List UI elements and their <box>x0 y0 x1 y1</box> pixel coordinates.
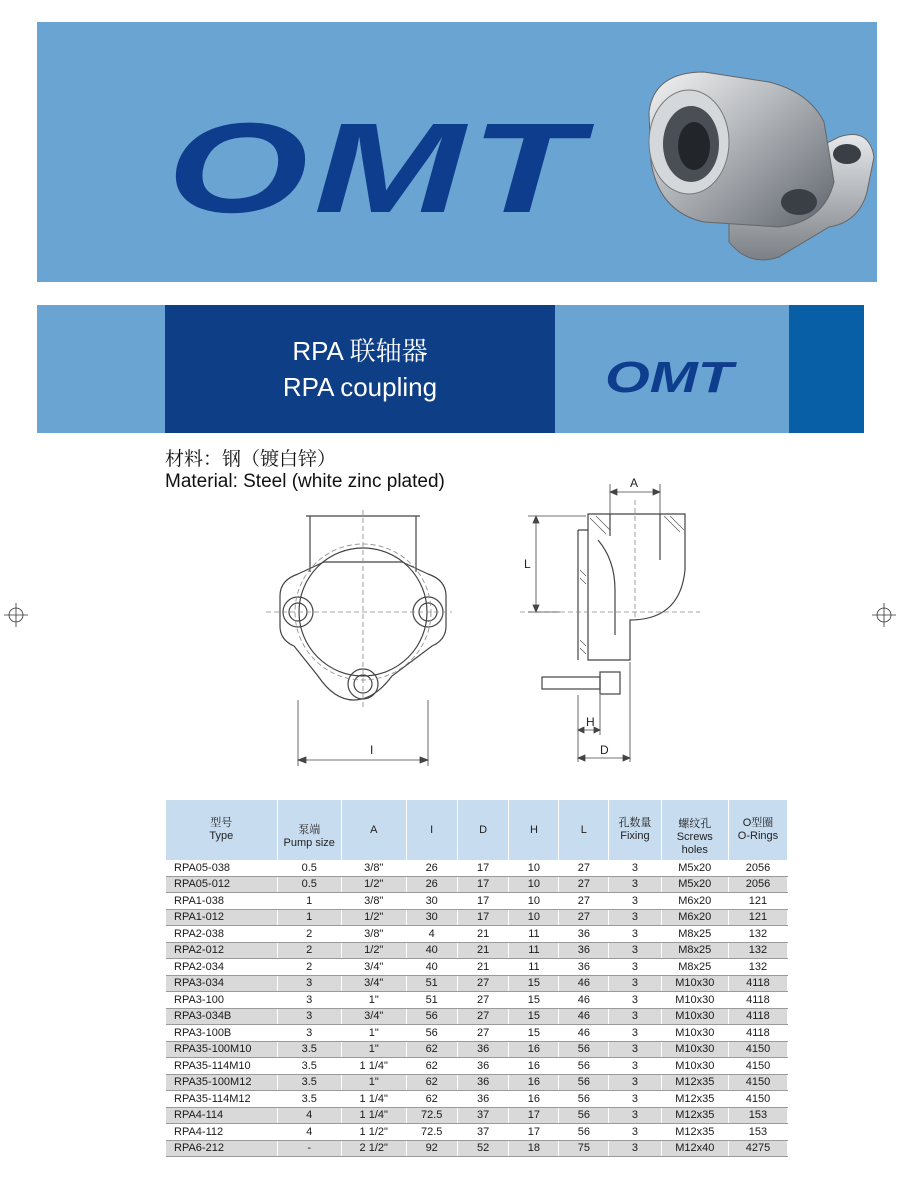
table-cell: 3 <box>277 1008 341 1025</box>
table-cell: 1" <box>341 1074 406 1091</box>
table-cell: 4150 <box>728 1074 787 1091</box>
table-cell: 4118 <box>728 1008 787 1025</box>
omt-logo <box>167 112 607 222</box>
table-cell: 26 <box>406 860 457 876</box>
table-cell: 51 <box>406 975 457 992</box>
column-header <box>609 800 661 860</box>
table-cell: 37 <box>457 1107 509 1124</box>
table-cell: 27 <box>559 876 609 893</box>
front-view-drawing <box>262 500 452 775</box>
table-cell: 3/8" <box>341 893 406 910</box>
table-cell: 36 <box>559 926 609 943</box>
table-row <box>166 1140 788 1157</box>
table-cell: 36 <box>559 959 609 976</box>
table-cell: 132 <box>728 942 787 959</box>
table-cell: 2 1/2" <box>341 1140 406 1157</box>
table-cell: RPA3-034B <box>166 1008 277 1025</box>
table-cell: 0.5 <box>277 860 341 876</box>
product-title <box>165 305 555 433</box>
column-header-cn: 泵端 <box>298 824 321 836</box>
table-cell: 62 <box>406 1058 457 1075</box>
table-row <box>166 975 788 992</box>
table-row <box>166 860 788 876</box>
table-cell: 4150 <box>728 1058 787 1075</box>
title-cn: RPA 联轴器 <box>292 336 428 366</box>
table-cell: 4118 <box>728 975 787 992</box>
table-cell: 56 <box>559 1107 609 1124</box>
column-header <box>661 800 728 860</box>
table-cell: 3.5 <box>277 1058 341 1075</box>
table-cell: 26 <box>406 876 457 893</box>
table-cell: 27 <box>559 893 609 910</box>
table-cell: 3 <box>609 860 661 876</box>
table-cell: 10 <box>509 909 559 926</box>
table-cell: M12x35 <box>661 1091 728 1108</box>
table-cell: M12x35 <box>661 1107 728 1124</box>
table-cell: 72.5 <box>406 1107 457 1124</box>
table-cell: 21 <box>457 926 509 943</box>
table-cell: RPA1-038 <box>166 893 277 910</box>
column-header <box>509 800 559 860</box>
table-cell: 17 <box>509 1107 559 1124</box>
table-cell: 1" <box>341 1041 406 1058</box>
table-cell: 56 <box>559 1091 609 1108</box>
table-cell: 56 <box>406 1025 457 1042</box>
table-cell: 21 <box>457 942 509 959</box>
table-cell: RPA05-038 <box>166 860 277 876</box>
table-cell: 46 <box>559 1025 609 1042</box>
column-header <box>406 800 457 860</box>
table-cell: 3 <box>277 975 341 992</box>
table-cell: 3 <box>609 893 661 910</box>
table-cell: 27 <box>457 1008 509 1025</box>
column-header-en: Screws holes <box>676 830 713 856</box>
column-header <box>341 800 406 860</box>
table-cell: 40 <box>406 942 457 959</box>
table-cell: 72.5 <box>406 1124 457 1141</box>
column-header <box>166 800 277 860</box>
table-cell: 18 <box>509 1140 559 1157</box>
table-cell: 3/8" <box>341 860 406 876</box>
table-cell: M12x40 <box>661 1140 728 1157</box>
table-cell: 40 <box>406 959 457 976</box>
table-cell: 3 <box>609 992 661 1009</box>
table-cell: 4150 <box>728 1091 787 1108</box>
table-cell: 62 <box>406 1091 457 1108</box>
table-row <box>166 1025 788 1042</box>
table-cell: 92 <box>406 1140 457 1157</box>
column-header-en: L <box>580 823 587 836</box>
top-banner <box>37 22 877 282</box>
table-cell: 11 <box>509 959 559 976</box>
coupling-photo-icon <box>609 42 889 267</box>
table-cell: M10x30 <box>661 1041 728 1058</box>
table-cell: M8x25 <box>661 942 728 959</box>
table-cell: RPA2-038 <box>166 926 277 943</box>
table-cell: 46 <box>559 975 609 992</box>
table-body <box>166 860 788 1157</box>
table-cell: M6x20 <box>661 893 728 910</box>
column-header-en: O-Rings <box>737 830 779 842</box>
table-cell: 56 <box>559 1124 609 1141</box>
table-cell: 4 <box>277 1124 341 1141</box>
table-cell: 3 <box>609 1107 661 1124</box>
table-cell: 36 <box>457 1091 509 1108</box>
column-header-en: Fixing <box>620 830 650 842</box>
table-cell: 17 <box>457 860 509 876</box>
table-cell: 1" <box>341 1025 406 1042</box>
table-cell: 27 <box>457 1025 509 1042</box>
table-cell: 3 <box>609 1008 661 1025</box>
column-header <box>559 800 609 860</box>
table-cell: 17 <box>457 893 509 910</box>
column-header-cn: O型圈 <box>742 817 774 829</box>
table-cell: 56 <box>559 1074 609 1091</box>
column-header <box>457 800 509 860</box>
table-row <box>166 1008 788 1025</box>
table-row <box>166 959 788 976</box>
table-cell: M10x30 <box>661 1008 728 1025</box>
table-cell: 2 <box>277 942 341 959</box>
table-cell: 15 <box>509 975 559 992</box>
table-cell: 4150 <box>728 1041 787 1058</box>
table-cell: 17 <box>457 909 509 926</box>
table-cell: 3 <box>277 1025 341 1042</box>
table-cell: 1 1/4" <box>341 1091 406 1108</box>
table-cell: 153 <box>728 1124 787 1141</box>
table-cell: 21 <box>457 959 509 976</box>
table-cell: 56 <box>406 1008 457 1025</box>
table-row <box>166 992 788 1009</box>
table-cell: 56 <box>559 1058 609 1075</box>
table-cell: 30 <box>406 893 457 910</box>
table-cell: 52 <box>457 1140 509 1157</box>
table-row <box>166 1124 788 1141</box>
table-cell: 3/4" <box>341 975 406 992</box>
column-header-en: D <box>479 823 488 836</box>
table-cell: 3/8" <box>341 926 406 943</box>
spec-table <box>166 800 788 1157</box>
table-row <box>166 1091 788 1108</box>
table-cell: 3 <box>609 1058 661 1075</box>
table-cell: 4118 <box>728 1025 787 1042</box>
table-cell: 36 <box>457 1058 509 1075</box>
title-bar-right-block <box>789 305 864 433</box>
table-cell: 3 <box>609 909 661 926</box>
table-cell: - <box>277 1140 341 1157</box>
table-cell: M10x30 <box>661 975 728 992</box>
table-cell: M10x30 <box>661 992 728 1009</box>
small-logo-text: OMT <box>605 356 738 396</box>
table-cell: RPA1-012 <box>166 909 277 926</box>
table-cell: 3 <box>609 876 661 893</box>
table-cell: 1/2" <box>341 876 406 893</box>
table-cell: 11 <box>509 926 559 943</box>
table-row <box>166 926 788 943</box>
table-cell: 16 <box>509 1091 559 1108</box>
table-cell: M5x20 <box>661 860 728 876</box>
table-cell: 3 <box>609 942 661 959</box>
table-cell: 153 <box>728 1107 787 1124</box>
table-cell: 62 <box>406 1074 457 1091</box>
table-cell: RPA4-114 <box>166 1107 277 1124</box>
table-cell: 15 <box>509 1008 559 1025</box>
table-header-row <box>166 800 788 860</box>
table-cell: RPA35-114M12 <box>166 1091 277 1108</box>
column-header-en: Pump size <box>283 837 335 849</box>
column-header-en: Type <box>209 830 234 842</box>
column-header-cn: 螺纹孔 <box>678 817 712 830</box>
table-cell: 10 <box>509 893 559 910</box>
table-cell: 1/2" <box>341 942 406 959</box>
table-cell: RPA35-114M10 <box>166 1058 277 1075</box>
table-cell: 3 <box>609 1041 661 1058</box>
table-cell: 36 <box>559 942 609 959</box>
table-cell: 3.5 <box>277 1074 341 1091</box>
table-cell: 75 <box>559 1140 609 1157</box>
table-cell: 1" <box>341 992 406 1009</box>
table-row <box>166 876 788 893</box>
table-cell: 46 <box>559 992 609 1009</box>
table-cell: 4 <box>277 1107 341 1124</box>
table-cell: RPA6-212 <box>166 1140 277 1157</box>
column-header <box>728 800 787 860</box>
table-row <box>166 893 788 910</box>
table-cell: 30 <box>406 909 457 926</box>
table-cell: 3 <box>609 975 661 992</box>
table-cell: M8x25 <box>661 926 728 943</box>
table-cell: 27 <box>457 975 509 992</box>
table-cell: 0.5 <box>277 876 341 893</box>
table-cell: 121 <box>728 893 787 910</box>
title-bar-left-block <box>37 305 165 433</box>
table-cell: 11 <box>509 942 559 959</box>
title-en: RPA coupling <box>282 372 438 402</box>
table-cell: M12x35 <box>661 1124 728 1141</box>
table-cell: 3/4" <box>341 1008 406 1025</box>
registration-mark-left-icon <box>4 603 28 627</box>
table-cell: 10 <box>509 876 559 893</box>
table-cell: 4118 <box>728 992 787 1009</box>
table-cell: 121 <box>728 909 787 926</box>
column-header-en: H <box>529 823 538 836</box>
table-cell: 3.5 <box>277 1041 341 1058</box>
column-header-en: I <box>430 823 434 836</box>
table-row <box>166 1041 788 1058</box>
table-cell: M6x20 <box>661 909 728 926</box>
table-cell: RPA05-012 <box>166 876 277 893</box>
table-cell: 3 <box>609 1140 661 1157</box>
column-header-en: A <box>370 823 378 836</box>
table-cell: 3 <box>277 992 341 1009</box>
table-cell: 1 <box>277 893 341 910</box>
dim-A-label: A <box>630 476 639 490</box>
table-cell: 3 <box>609 1074 661 1091</box>
table-cell: 16 <box>509 1041 559 1058</box>
table-cell: 4275 <box>728 1140 787 1157</box>
table-cell: 51 <box>406 992 457 1009</box>
table-cell: 10 <box>509 860 559 876</box>
table-cell: 46 <box>559 1008 609 1025</box>
table-cell: 2056 <box>728 876 787 893</box>
table-cell: M8x25 <box>661 959 728 976</box>
column-header <box>277 800 341 860</box>
material-en: Material: Steel (white zinc plated) <box>165 471 445 492</box>
table-row <box>166 1058 788 1075</box>
table-cell: RPA2-012 <box>166 942 277 959</box>
table-row <box>166 1074 788 1091</box>
table-cell: RPA4-112 <box>166 1124 277 1141</box>
table-cell: 1/2" <box>341 909 406 926</box>
table-cell: 37 <box>457 1124 509 1141</box>
table-cell: 36 <box>457 1041 509 1058</box>
table-cell: RPA3-100B <box>166 1025 277 1042</box>
table-cell: RPA35-100M10 <box>166 1041 277 1058</box>
table-cell: 3/4" <box>341 959 406 976</box>
table-cell: 4 <box>406 926 457 943</box>
table-cell: 3 <box>609 1025 661 1042</box>
table-cell: M10x30 <box>661 1058 728 1075</box>
table-cell: 27 <box>559 909 609 926</box>
table-cell: M12x35 <box>661 1074 728 1091</box>
table-cell: 16 <box>509 1074 559 1091</box>
table-cell: 15 <box>509 1025 559 1042</box>
table-cell: RPA3-034 <box>166 975 277 992</box>
table-cell: RPA35-100M12 <box>166 1074 277 1091</box>
dim-D-label: D <box>600 743 609 757</box>
table-cell: 62 <box>406 1041 457 1058</box>
table-row <box>166 1107 788 1124</box>
table-cell: RPA2-034 <box>166 959 277 976</box>
table-cell: 3 <box>609 959 661 976</box>
table-cell: M10x30 <box>661 1025 728 1042</box>
table-cell: 132 <box>728 959 787 976</box>
dim-I-label: I <box>370 743 374 757</box>
side-view-drawing <box>520 470 700 765</box>
table-cell: 17 <box>457 876 509 893</box>
table-cell: 2 <box>277 959 341 976</box>
dim-H-label: H <box>586 715 595 729</box>
table-cell: 56 <box>559 1041 609 1058</box>
table-cell: 16 <box>509 1058 559 1075</box>
omt-small-logo <box>605 356 740 396</box>
table-row <box>166 942 788 959</box>
table-cell: M5x20 <box>661 876 728 893</box>
table-cell: 15 <box>509 992 559 1009</box>
table-cell: 3 <box>609 926 661 943</box>
table-cell: 36 <box>457 1074 509 1091</box>
material-cn: 材料：钢（镀白锌） <box>165 449 337 470</box>
table-cell: RPA3-100 <box>166 992 277 1009</box>
table-cell: 1 1/4" <box>341 1107 406 1124</box>
table-cell: 1 1/2" <box>341 1124 406 1141</box>
registration-mark-right-icon <box>872 603 896 627</box>
column-header-cn: 型号 <box>210 817 233 829</box>
table-cell: 2 <box>277 926 341 943</box>
table-cell: 1 <box>277 909 341 926</box>
table-cell: 3 <box>609 1091 661 1108</box>
logo-text: OMT <box>167 112 596 222</box>
table-cell: 17 <box>509 1124 559 1141</box>
table-cell: 2056 <box>728 860 787 876</box>
table-cell: 3.5 <box>277 1091 341 1108</box>
table-cell: 3 <box>609 1124 661 1141</box>
table-cell: 1 1/4" <box>341 1058 406 1075</box>
table-row <box>166 909 788 926</box>
column-header-cn: 孔数量 <box>618 817 652 829</box>
table-cell: 27 <box>457 992 509 1009</box>
table-cell: 27 <box>559 860 609 876</box>
dim-L-label: L <box>524 557 531 571</box>
table-cell: 132 <box>728 926 787 943</box>
